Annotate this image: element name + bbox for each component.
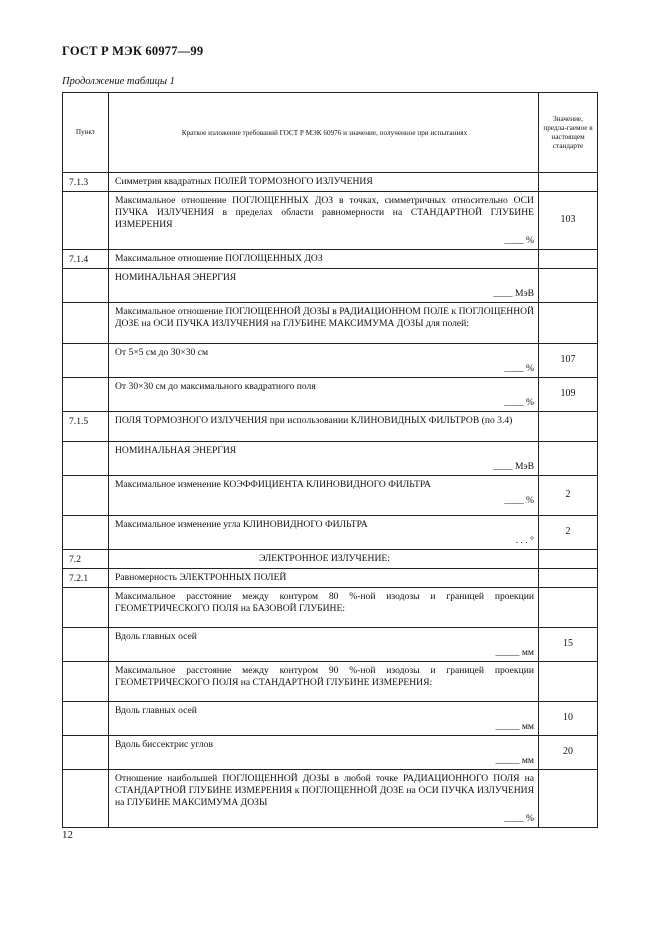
row-description: Максимальное отношение ПОГЛОЩЕННЫХ ДОЗ в точках, симметричных относительно ОСИ ПУЧКА ИЗЛУЧЕНИЯ в пределах области равномерности на СТАНДАРТНОЙ ГЛУБИНЕ ИЗМЕРЕНИЯ: [115, 195, 534, 230]
row-proposed-value: 2: [539, 515, 598, 549]
row-unit-blank: . . . °: [515, 534, 534, 546]
row-description-cell: [109, 343, 539, 377]
page-number: 12: [62, 829, 73, 841]
table-row: [63, 173, 598, 192]
row-description: Максимальное расстояние между контуром 80 %-ной изодозы и границей проекции ГЕОМЕТРИЧЕСКОГО ПОЛЯ на БАЗОВОЙ ГЛУБИНЕ:: [115, 590, 534, 614]
table-row: [63, 515, 598, 549]
header-clause: Пункт: [63, 93, 109, 173]
row-proposed-value: 15: [539, 627, 598, 661]
row-proposed-value: [539, 268, 598, 302]
row-description: Максимальное изменение КОЭФФИЦИЕНТА КЛИНОВИДНОГО ФИЛЬТРА: [115, 478, 431, 490]
row-description-cell: [109, 268, 539, 302]
table-row: [63, 549, 598, 568]
row-clause-number: [63, 377, 109, 411]
row-description-cell: [109, 587, 539, 627]
row-proposed-value: [539, 587, 598, 627]
table-header-row: [63, 93, 598, 173]
row-clause-number: [63, 515, 109, 549]
row-description: Максимальное отношение ПОГЛОЩЕННОЙ ДОЗЫ в РАДИАЦИОННОМ ПОЛЕ к ПОГЛОЩЕННОЙ ДОЗЕ на ОСИ ПУЧКА ИЗЛУЧЕНИЯ на ГЛУБИНЕ МАКСИМУМА ДОЗЫ для полей:: [115, 305, 534, 329]
row-unit-blank: ____ %: [504, 362, 534, 374]
row-description: Вдоль главных осей: [115, 630, 197, 642]
table-row: [63, 302, 598, 343]
row-clause-number: [63, 441, 109, 475]
table-continuation-caption: Продолжение таблицы 1: [62, 76, 175, 87]
row-clause-number: [63, 302, 109, 343]
row-unit-blank: ____ %: [504, 396, 534, 408]
row-clause-number: 7.2: [63, 549, 109, 568]
row-proposed-value: 10: [539, 701, 598, 735]
table-row: [63, 411, 598, 441]
row-unit-blank: ____ %: [504, 494, 534, 506]
row-proposed-value: [539, 661, 598, 701]
row-clause-number: [63, 475, 109, 515]
row-clause-number: [63, 661, 109, 701]
row-clause-number: [63, 735, 109, 769]
row-unit-blank: _____ мм: [495, 646, 534, 658]
table-row: [63, 627, 598, 661]
row-description-cell: [109, 192, 539, 250]
row-description: От 5×5 см до 30×30 см: [115, 346, 209, 358]
row-description-cell: [109, 769, 539, 827]
row-description-cell: [109, 661, 539, 701]
row-unit-blank: ____ %: [504, 234, 534, 246]
row-proposed-value: 103: [539, 192, 598, 250]
row-clause-number: [63, 268, 109, 302]
row-description-cell: [109, 549, 539, 568]
row-proposed-value: [539, 441, 598, 475]
row-clause-number: [63, 192, 109, 250]
row-clause-number: 7.1.3: [63, 173, 109, 192]
table-row: [63, 769, 598, 827]
row-proposed-value: 107: [539, 343, 598, 377]
row-proposed-value: 2: [539, 475, 598, 515]
table-row: [63, 475, 598, 515]
row-description-cell: [109, 441, 539, 475]
table-row: [63, 192, 598, 250]
row-description-cell: [109, 568, 539, 587]
header-summary: Краткое изложение требований ГОСТ Р МЭК 60976 и значение, полученное при испытаниях: [109, 93, 539, 173]
document-header: ГОСТ Р МЭК 60977—99: [62, 44, 204, 58]
row-description: ЭЛЕКТРОННОЕ ИЗЛУЧЕНИЕ:: [259, 552, 390, 564]
row-description: Отношение наибольшей ПОГЛОЩЕННОЙ ДОЗЫ в любой точке РАДИАЦИОННОГО ПОЛЯ на СТАНДАРТНОЙ ГЛУБИНЕ ИЗМЕРЕНИЯ к ПОГЛОЩЕННОЙ ДОЗЕ на ОСИ ПУЧКА ИЗЛУЧЕНИЯ на ГЛУБИНЕ МАКСИМУМА ДОЗЫ: [115, 772, 534, 808]
table-row: [63, 377, 598, 411]
row-unit-blank: _____ мм: [495, 754, 534, 766]
row-clause-number: [63, 587, 109, 627]
row-description: Вдоль главных осей: [115, 704, 197, 716]
row-clause-number: 7.1.5: [63, 411, 109, 441]
row-description-cell: [109, 735, 539, 769]
row-unit-blank: ____ %: [504, 812, 534, 824]
table-row: [63, 735, 598, 769]
row-description: ПОЛЯ ТОРМОЗНОГО ИЗЛУЧЕНИЯ при использовании КЛИНОВИДНЫХ ФИЛЬТРОВ (по 3.4): [115, 414, 513, 426]
table-row: [63, 441, 598, 475]
table-row: [63, 661, 598, 701]
row-description-cell: [109, 377, 539, 411]
row-description: Максимальное расстояние между контуром 90 %-ной изодозы и границей проекции ГЕОМЕТРИЧЕСКОГО ПОЛЯ на СТАНДАРТНОЙ ГЛУБИНЕ ИЗМЕРЕНИЯ:: [115, 664, 534, 688]
table-row: [63, 343, 598, 377]
row-proposed-value: 20: [539, 735, 598, 769]
row-description-cell: [109, 475, 539, 515]
row-proposed-value: [539, 769, 598, 827]
table-row: [63, 249, 598, 268]
row-description-cell: [109, 302, 539, 343]
row-description-cell: [109, 411, 539, 441]
row-description-cell: [109, 249, 539, 268]
row-clause-number: 7.1.4: [63, 249, 109, 268]
row-proposed-value: [539, 173, 598, 192]
requirements-table: [62, 92, 598, 828]
row-clause-number: 7.2.1: [63, 568, 109, 587]
table-row: [63, 568, 598, 587]
row-proposed-value: 109: [539, 377, 598, 411]
row-unit-blank: _____ мм: [495, 720, 534, 732]
row-unit-blank: ____ МэВ: [493, 287, 534, 299]
row-description-cell: [109, 701, 539, 735]
row-description: Вдоль биссектрис углов: [115, 738, 213, 750]
row-clause-number: [63, 343, 109, 377]
row-description-cell: [109, 627, 539, 661]
row-proposed-value: [539, 249, 598, 268]
row-description-cell: [109, 515, 539, 549]
row-proposed-value: [539, 411, 598, 441]
row-description: Максимальное изменение угла КЛИНОВИДНОГО ФИЛЬТРА: [115, 518, 368, 530]
row-description: Максимальное отношение ПОГЛОЩЕННЫХ ДОЗ: [115, 252, 323, 264]
row-proposed-value: [539, 549, 598, 568]
row-clause-number: [63, 627, 109, 661]
row-description: От 30×30 см до максимального квадратного поля: [115, 380, 316, 392]
row-proposed-value: [539, 568, 598, 587]
row-description: Симметрия квадратных ПОЛЕЙ ТОРМОЗНОГО ИЗЛУЧЕНИЯ: [115, 176, 373, 187]
header-proposed-value: Значение, предла-гаемое в настоящем стандарте: [539, 93, 598, 173]
table-row: [63, 701, 598, 735]
row-description: Равномерность ЭЛЕКТРОННЫХ ПОЛЕЙ: [115, 571, 287, 583]
row-unit-blank: ____ МэВ: [493, 460, 534, 472]
row-description: НОМИНАЛЬНАЯ ЭНЕРГИЯ: [115, 271, 237, 283]
row-proposed-value: [539, 302, 598, 343]
table-row: [63, 587, 598, 627]
row-clause-number: [63, 769, 109, 827]
row-clause-number: [63, 701, 109, 735]
row-description: НОМИНАЛЬНАЯ ЭНЕРГИЯ: [115, 444, 237, 456]
table-row: [63, 268, 598, 302]
row-description-cell: [109, 173, 539, 192]
